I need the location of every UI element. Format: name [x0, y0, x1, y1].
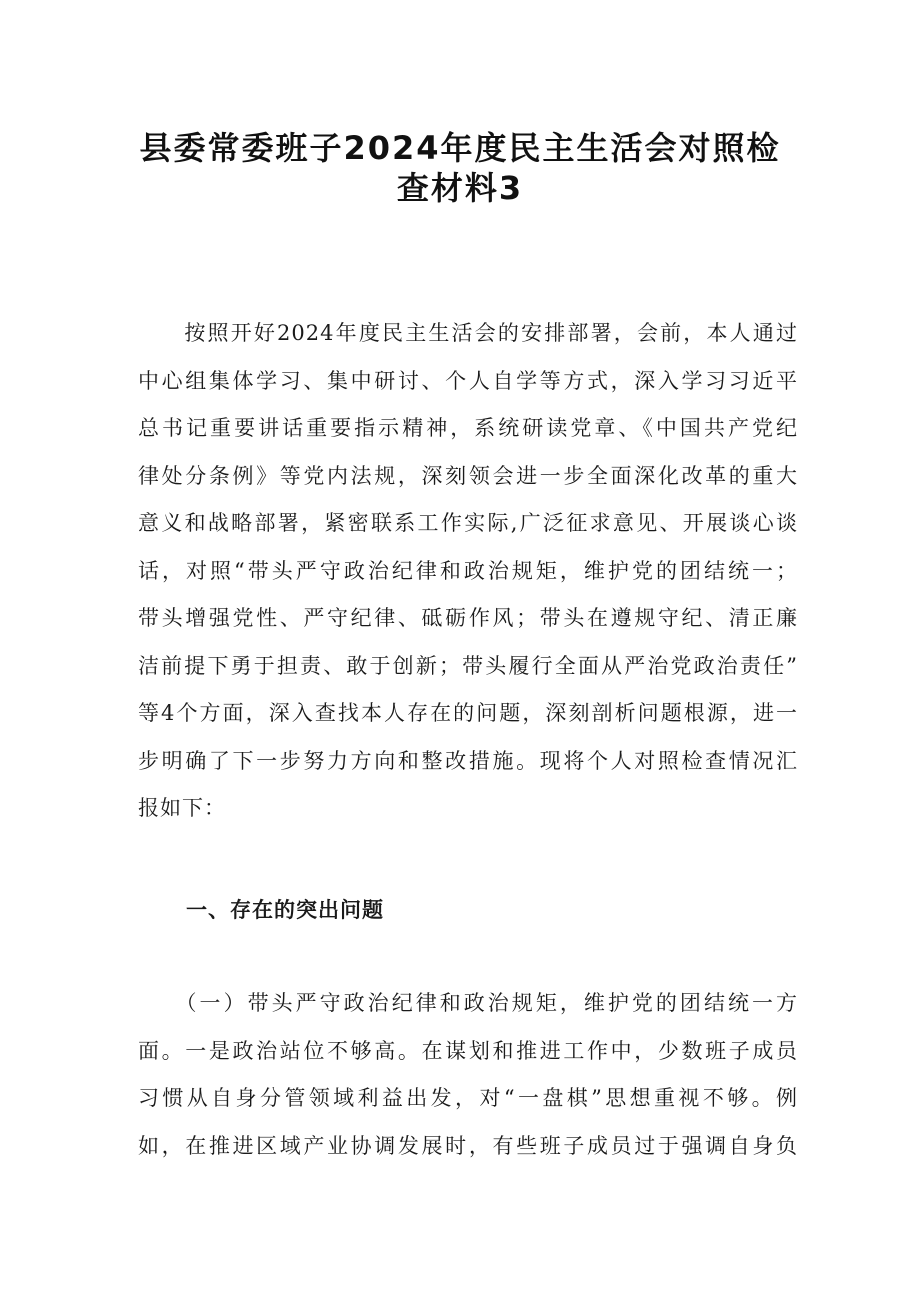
intro-line: 步明确了下一步努力方向和整改措施。现将个人对照检查情况汇 — [138, 748, 798, 773]
intro-line: 按照开好2024年度民主生活会的安排部署，会前，本人通过 — [138, 321, 798, 345]
intro-line: 意义和战略部署，紧密联系工作实际,广泛征求意见、开展谈心谈 — [138, 511, 798, 535]
intro-paragraph — [138, 310, 798, 833]
intro-line: 话，对照“带头严守政治纪律和政治规矩，维护党的团结统一； — [138, 558, 798, 583]
intro-line: 报如下： — [138, 796, 226, 820]
document-title-line-1: 县委常委班子2024年度民主生活会对照检 — [139, 129, 781, 167]
intro-line: 带头增强党性、严守纪律、砥砺作风；带头在遵规守纪、清正廉 — [138, 606, 798, 630]
section-1-paragraph — [138, 980, 798, 1170]
intro-line: 等4个方面，深入查找本人存在的问题，深刻剖析问题根源，进一 — [138, 701, 798, 725]
section-line: （一）带头严守政治纪律和政治规矩，维护党的团结统一方 — [138, 991, 798, 1015]
intro-line: 洁前提下勇于担责、敢于创新；带头履行全面从严治党政治责任” — [138, 653, 798, 678]
intro-line: 总书记重要讲话重要指示精神，系统研读党章、《中国共产党纪 — [138, 416, 798, 440]
section-line: 习惯从自身分管领域利益出发，对“一盘棋”思想重视不够。例 — [138, 1086, 798, 1110]
section-line: 面。一是政治站位不够高。在谋划和推进工作中，少数班子成员 — [138, 1038, 798, 1063]
section-line: 如，在推进区域产业协调发展时，有些班子成员过于强调自身负 — [138, 1133, 798, 1158]
section-heading: 一、存在的突出问题 — [186, 897, 384, 922]
intro-line: 中心组集体学习、集中研讨、个人自学等方式，深入学习习近平 — [138, 368, 798, 393]
document-title-line-2: 查材料3 — [396, 169, 524, 207]
intro-line: 律处分条例》等党内法规，深刻领会进一步全面深化改革的重大 — [138, 463, 798, 488]
